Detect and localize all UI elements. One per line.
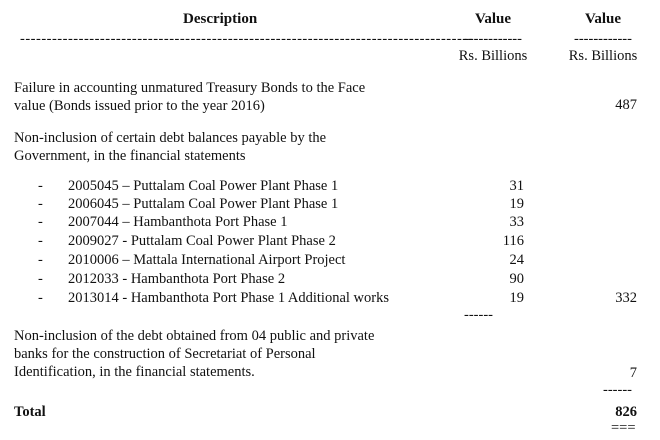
project-bullet: - [38,252,43,268]
project-label: 2006045 – Puttalam Coal Power Plant Phase 1 [68,196,339,212]
debt-heading-line-1: Non-inclusion of certain debt balances payable by the [14,130,327,146]
project-value: 19 [509,196,524,212]
project-bullet: - [38,290,43,306]
project-value: 90 [509,271,524,287]
project-label: 2005045 – Puttalam Coal Power Plant Phase 1 [68,178,339,194]
secretariat-line-2: banks for the construction of Secretariat of Personal [14,346,316,362]
debt-heading [14,129,436,165]
projects-rule: ------ [464,307,493,323]
value-separator-1: ------------ [464,31,522,47]
secretariat-item [14,327,436,381]
project-value: 31 [509,178,524,194]
project-label: 2010006 – Mattala International Airport Project [68,252,346,268]
total-rule-below: === [611,420,636,436]
unit-label-1: Rs. Billions [458,48,528,64]
project-label: 2007044 – Hambanthota Port Phase 1 [68,214,288,230]
secretariat-line-1: Non-inclusion of the debt obtained from 04 public and private [14,328,375,344]
projects-subtotal: 332 [615,290,637,306]
project-bullet: - [38,178,43,194]
secretariat-line-3: Identification, in the financial statements. [14,364,255,380]
project-value: 116 [502,233,524,249]
project-value: 24 [509,252,524,268]
project-label: 2012033 - Hambanthota Port Phase 2 [68,271,286,287]
project-label: 2013014 - Hambanthota Port Phase 1 Additional works [68,290,389,306]
total-label: Total [14,404,46,420]
treasury-item [14,79,436,115]
value-separator-2: ------------ [574,31,632,47]
description-separator: ------------------------------------------------------------------------------------- [20,31,473,47]
project-bullet: - [38,214,43,230]
description-header: Description [183,11,258,27]
project-bullet: - [38,271,43,287]
debt-heading-line-2: Government, in the financial statements [14,148,246,164]
total-value: 826 [615,404,637,420]
project-bullet: - [38,196,43,212]
value-header-1: Value [474,11,512,27]
secretariat-value: 7 [629,365,637,381]
project-bullet: - [38,233,43,249]
treasury-line-2: value (Bonds issued prior to the year 2016) [14,98,265,114]
treasury-line-1: Failure in accounting unmatured Treasury Bonds to the Face [14,80,366,96]
treasury-value: 487 [615,97,637,113]
total-rule-above: ------ [603,382,632,398]
project-value: 33 [509,214,524,230]
value-header-2: Value [584,11,622,27]
unit-label-2: Rs. Billions [568,48,638,64]
project-label: 2009027 - Puttalam Coal Power Plant Phase 2 [68,233,336,249]
project-value: 19 [509,290,524,306]
